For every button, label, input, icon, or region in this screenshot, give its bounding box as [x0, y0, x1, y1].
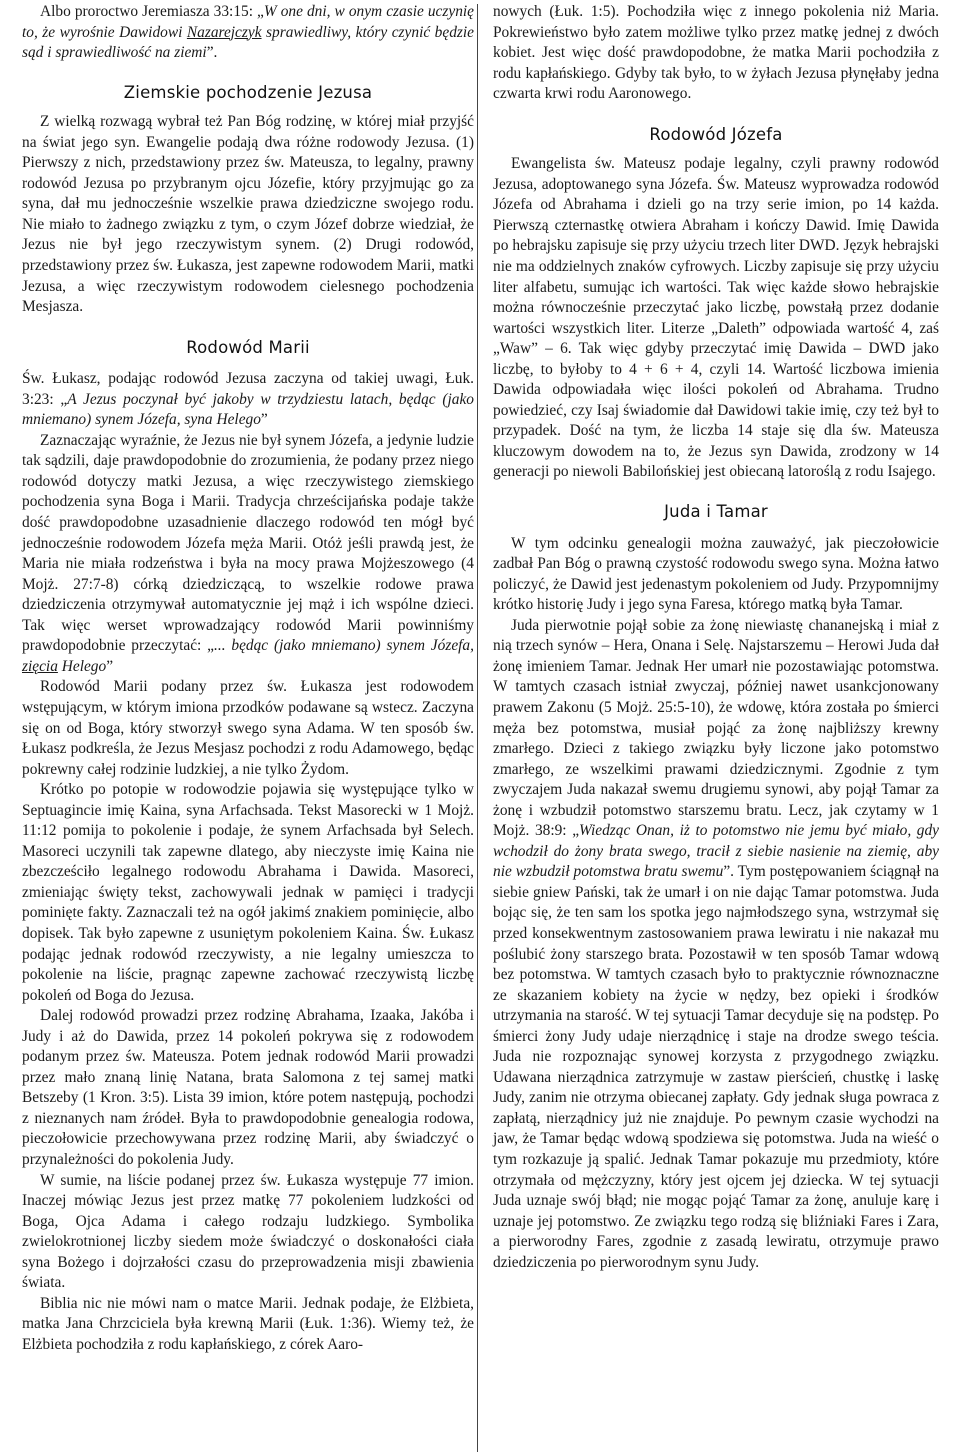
- paragraph-nathan-line: Dalej rodowód prowadzi przez rodzinę Abrahama, Izaaka, Jakóba i Judy i aż do Dawida, przez 14 pokoleń pokrywa się z rodowodem podanym przez św. Mateusza. Potem jednak rodowód Marii prowadzi przez mało znaną linię Natana, brata Salomona z tej samej matki Betszeby (1 Kron. 3:5). Lista 39 imion, które potem następują, pochodzi z nieznanych nam źródeł. Była to prawdopodobnie genealogia rodowa, pieczołowicie przechowywana przez rodzinę Marii, aby świadczyć o przynależności do pokolenia Judy.: [22, 1007, 474, 1168]
- paragraph-matthew-genealogy: Ewangelista św. Mateusz podaje legalny, czyli prawny rodowód Jezusa, adoptowanego syna Józefa. Św. Mateusz wyprowadza rodowód Józefa od Abrahama i dzieli go na trzy serie imion, po 14 każda. Pierwszą czternastkę otwiera Abraham i kończy Dawid. Imię Dawida po hebrajsku zapisuje się przy użyciu trzech liter DWD. Język hebrajski nie ma oddzielnych znaków cyfrowych. Liczby zapisuje się przy użyciu liter alfabetu, sumując ich wartości. Tak więc każde słowo hebrajskie można równocześnie przeczytać jako liczbę, powstałą przez dodanie wartości wszystkich liter. Literze „Daleth” odpowiada wartość 4, zaś „Waw” – 6. Tak więc gdyby przeczytać imię Dawida – DWD jako liczbę, to byłoby to 4 + 6 + 4, czyli 14. Wartość liczbowa imienia Dawida odpowiadała więc ilości pokoleń od Abrahama. Trudno powiedzieć, czy Isaj świadomie dał Dawidowi takie imię, czy też był to przypadek. Dość na tym, że liczba 14 staje się dla św. Mateusza kluczowym dowodem na to, że Jezus syn Dawida, zrodzony w 14 generacji po niewoli Babilońskiej jest obiecaną latoroślą z rodu Isajego.: [493, 155, 939, 481]
- paragraph-jeremiah-quote: Albo proroctwo Jeremiasza 33:15: „W one dni, w onym czasie uczynię to, że wyrośnie Dawidowi Nazarejczyk sprawiedliwy, który czynić będzie sąd i sprawiedliwość na ziemi”.: [22, 3, 474, 62]
- column-divider: [477, 4, 478, 1452]
- heading-judah-tamar: Juda i Tamar: [664, 502, 768, 522]
- heading-mary-genealogy: Rodowód Marii: [186, 337, 310, 357]
- paragraph-heiress: Zaznaczając wyraźnie, że Jezus nie był synem Józefa, a jedynie ludzie tak sądzili, daje prawdopodobnie do zrozumienia, że podany przez niego rodowód dotyczy matki Jezusa, a więc rzeczywistego ziemskiego pochodzenia syna Boga i Marii. Tradycja chrześcijańska podaje także dość prawdopodobne uzasadnienie dlaczego rodowód ten mógł być jednocześnie rodowodem Józefa męża Marii. Otóż jeśli prawdą jest, że Maria nie miała rodzeństwa i była na mocy prawa Mojżeszowego (4 Mojż. 27:7-8) córką dziedziczącą, to wszelkie rodowe prawa dziedziczenia otrzymywał automatycznie jej mąż i ich wspólne dzieci. Tak więc werset wprowadzający rodowód Marii powinniśmy prawdopodobnie przeczytać: „... będąc (jako mniemano) synem Józefa, zięcia Helego”: [22, 431, 474, 675]
- paragraph-aaron-lineage: nowych (Łuk. 1:5). Pochodziła więc z innego pokolenia niż Maria. Pokrewieństwo było zatem możliwe tylko przez matkę jednej z dwóch kobiet. Jest więc dość prawdopodobne, że matka Marii pochodziła z rodu kapłańskiego. Gdyby tak było, to w żyłach Jezusa płynęłaby jedna czwarta krwi rodu Aaronowego.: [493, 3, 939, 103]
- paragraph-kainan: Krótko po potopie w rodowodzie pojawia się występujące tylko w Septuagincie imię Kaina, syna Arfachsada. Tekst Masorecki w 1 Mojż. 11:12 pomija to pokolenie i podaje, że synem Arfachsada był Selech. Masoreci uczynili tak zapewne dlatego, aby nieczyste imię Kaina nie zbezcześciło legalnego rodowodu Abrahama i Dawida. Masoreci, zmieniając święty tekst, zachowywali jednak w pamięci i tradycji pominięte fakty. Zaznaczali też na ogół jakimś znakiem pominięcie, albo dopisek. Tak było zapewne z usuniętym pokoleniem Kaina. Św. Łukasz podając jednak rodowód rzeczywisty, a nie legalny umieszcza to pokolenie na liście, pragnąc zapewne zachować rzeczywistą liczbę pokoleń od Boga do Jezusa.: [22, 781, 474, 1004]
- paragraph-two-genealogies: Z wielką rozwagą wybrał też Pan Bóg rodzinę, w której miał przyjść na świat jego syn. Ewangelie podają dwa różne rodowody Jezusa. (1) Pierwszy z nich, przedstawiony przez św. Mateusza, to legalny, prawny rodowód Jezusa po przybranym ojcu Józefie, który przyjmując go za syna, dał mu jednocześnie wszelkie prawa dziedziczne swojego rodu. Nie miało to żadnego związku z tym, o czym Józef dobrze wiedział, że Jezus nie był jego rzeczywistym synem. (2) Drugi rodowód, przedstawiony przez św. Łukasza, jest zapewne rodowodem Marii, matki Jezusa, a więc rzeczywistym rodowodem cielesnego pochodzenia Mesjasza.: [22, 113, 474, 316]
- paragraph-ascending-genealogy: Rodowód Marii podany przez św. Łukasza jest rodowodem wstępującym, w którym imiona przodków podawane są wstecz. Zaczyna się on od Boga, który stworzył swego syna Adama. W ten sposób św. Łukasz podkreśla, że Jezus Mesjasz pochodzi z rodu Adamowego, będąc pokrewny całej rodzinie ludzkiej, a nie tylko Żydom.: [22, 678, 474, 778]
- heading-joseph-genealogy: Rodowód Józefa: [649, 124, 783, 144]
- heading-earthly-origin: Ziemskie pochodzenie Jezusa: [123, 82, 373, 102]
- paragraph-luke-intro: Św. Łukasz, podając rodowód Jezusa zaczyna od takiej uwagi, Łuk. 3:23: „A Jezus poczynał być jakoby w trzydziestu latach, będąc (jako mniemano) synem Józefa, syna Helego”: [22, 370, 474, 429]
- paragraph-77-names: W sumie, na liście podanej przez św. Łukasza występuje 77 imion. Inaczej mówiąc Jezus jest przez matkę 77 pokoleniem ludzkości od Boga, Ojca Adama i całego rodzaju ludzkiego. Symbolika zwielokrotnionej liczby siedem może świadczyć o doskonałości ciała syna Bożego i dojrzałości czasu do przeprowadzenia misji zbawienia świata.: [22, 1171, 474, 1292]
- left-column: [22, 2, 474, 1355]
- right-column: [493, 2, 939, 1273]
- paragraph-mary-mother: Biblia nic nie mówi nam o matce Marii. Jednak podaje, że Elżbieta, matka Jana Chrzciciela była krewną Marii (Łuk. 1:36). Wiemy też, że Elżbieta pochodziła z rodu kapłańskiego, z córek Aaro-: [22, 1294, 474, 1353]
- paragraph-legal-purity: W tym odcinku genealogii można zauważyć, jak pieczołowicie zadbał Pan Bóg o prawną czystość rodowodu swego syna. Można łatwo policzyć, że Dawid jest jedenastym pokoleniem od Judy. Przypomnijmy krótko historię Judy i jego syna Faresa, którego matką była Tamar.: [493, 534, 939, 614]
- paragraph-judah-story: Juda pierwotnie pojął sobie za żonę niewiastę chananejską i miał z nią trzech synów – Hera, Onana i Selę. Najstarszemu – Herowi Juda dał żonę imieniem Tamar. Jednak Her umarł nie pozostawiając potomstwa. W tamtych czasach istniał zwyczaj, później nawet usankcjonowany prawem Zakonu (5 Mojż. 25:5-10), że wdowę, która została po śmierci męża bez potomstwa, musiał pojąć za żonę najbliższy krewny zmarłego. Dzieci z takiego związku były liczone jako potomstwo zmarłego, ze wszelkimi prawami dziedzicznymi. Zgodnie z tym zwyczajem Juda nakazał swemu drugiemu synowi, aby pojął Tamar za żonę i wzbudził potomstwo starszemu bratu. Lecz, jak czytamy w 1 Mojż. 38:9: „Wiedząc Onan, iż to potomstwo nie jemu być miało, gdy wchodził do żony brata swego, tracił z siebie nasienie na ziemię, aby nie wzbudził potomstwa bratu swemu”. Tym postępowaniem ściągnął na siebie gniew Pański, tak że umarł i on nie dając Tamar potomstwa. Juda bojąc się, że ten sam los spotka jego najmłodszego syna, wstrzymał się przed konsekwentnym zastosowaniem prawa lewiratu i nie nakazał mu poślubić żony starszego brata. Pozostawił w ten sposób Tamar wdową bez potomstwa. W tamtych czasach było to praktycznie równoznaczne ze skazaniem kobiety na życie w nędzy, bez opieki i środków utrzymania na starość. W tej sytuacji Tamar decyduje się na podstęp. Po śmierci żony Judy udaje nierządnicę i staje na drodze swego teścia. Juda nie rozpoznając synowej korzysta z przygodnego związku. Udawana nierządnica zatrzymuje w zastaw pierścień, chustkę i laskę Judy, zanim nie otrzyma obiecanej zapłaty. Gdy jednak sługa powraca z zapłatą, nierządnicy już nie znajduje. Po pewnym czasie wychodzi na jaw, że Tamar będąc wdową spodziewa się potomstwa. Juda na wieść o tym rozkazuje ją spalić. Jednak Tamar pokazuje mu przedmioty, które otrzymała od mężczyzny, który jest ojcem jej dziecka. W tej sytuacji Juda uznaje swój błąd; nie mogąc pojąć Tamar za żonę, anuluje karę i uznaje jej potomstwo. Ze związku tego rodzą się bliźniaki Fares i Zara, a pierworodny Fares, zgodnie z zasadą lewiratu, otrzymuje prawo dziedziczenia po pierworodnym synu Judy.: [493, 616, 940, 1271]
